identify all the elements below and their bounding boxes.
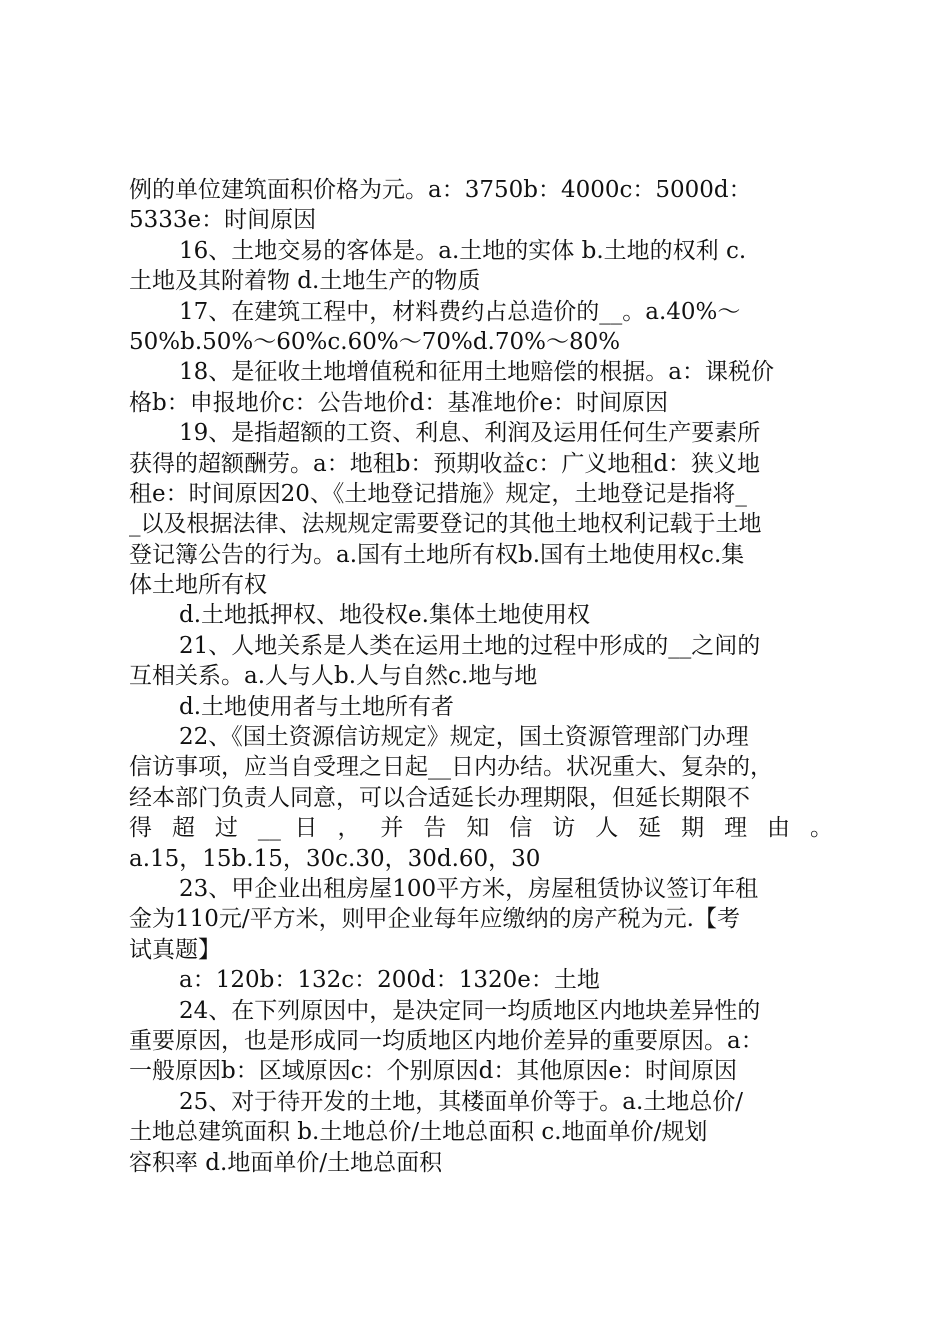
text-line: 租e：时间原因20、《土地登记措施》规定，土地登记是指将_ (129, 480, 747, 507)
question-17: 17、在建筑工程中，材料费约占总造价的__。a.40%～ (179, 298, 741, 325)
text-line: 登记簿公告的行为。a.国有土地所有权b.国有土地使用权c.集 (129, 541, 745, 568)
text-line: 经本部门负责人同意，可以合适延长办理期限，但延长期限不 (129, 784, 750, 811)
text-line: 体土地所有权 (129, 572, 267, 599)
question-21: 21、人地关系是人类在运用土地的过程中形成的__之间的 (179, 632, 761, 659)
question-18: 18、是征收土地增值税和征用土地赔偿的根据。a：课税价 (179, 359, 774, 386)
text-line: 土地及其附着物 d.土地生产的物质 (129, 268, 481, 295)
question-19: 19、是指超额的工资、利息、利润及运用任何生产要素所 (179, 420, 761, 447)
text-line: 格b：申报地价c：公告地价d：基准地价e：时间原因 (129, 389, 668, 416)
text-line: 金为110元/平方米，则甲企业每年应缴纳的房产税为元.【考 (129, 906, 740, 933)
text-line: a.15，15b.15，30c.30，30d.60，30 (129, 845, 541, 872)
text-line: 得 超 过 __ 日 ， 并 告 知 信 访 人 延 期 理 由 。 (129, 815, 833, 842)
text-line: 一般原因b：区域原因c：个别原因d：其他原因e：时间原因 (129, 1058, 737, 1085)
text-line: 获得的超额酬劳。a：地租b：预期收益c：广义地租d：狭义地 (129, 450, 761, 477)
text-line: 试真题】 (129, 936, 221, 963)
text-line: 例的单位建筑面积价格为元。a：3750b：4000c：5000d： (129, 177, 752, 203)
question-22: 22、《国土资源信访规定》规定，国土资源管理部门办理 (179, 724, 749, 751)
text-line: 重要原因，也是形成同一均质地区内地价差异的重要原因。a： (129, 1027, 764, 1054)
text-line: 50%b.50%～60%c.60%～70%d.70%～80% (129, 328, 621, 355)
text-line: _以及根据法律、法规规定需要登记的其他土地权利记载于土地 (129, 511, 762, 538)
question-16: 16、土地交易的客体是。a.土地的实体 b.土地的权利 c. (179, 237, 747, 264)
question-24: 24、在下列原因中，是决定同一均质地区内地块差异性的 (179, 997, 761, 1024)
text-line: 信访事项，应当自受理之日起__日内办结。状况重大、复杂的， (129, 754, 773, 781)
text-line: 容积率 d.地面单价/土地总面积 (129, 1149, 443, 1176)
text-line: d.土地抵押权、地役权e.集体土地使用权 (179, 602, 590, 629)
question-25: 25、对于待开发的土地，其楼面单价等于。a.土地总价/ (179, 1088, 744, 1115)
text-line: 互相关系。a.人与人b.人与自然c.地与地 (129, 663, 538, 690)
document-body (129, 175, 833, 1178)
text-line: 土地总建筑面积 b.土地总价/土地总面积 c.地面单价/规划 (129, 1119, 708, 1146)
text-line: 5333e：时间原因 (129, 207, 317, 234)
text-line: a：120b：132c：200d：1320e：土地 (179, 967, 600, 994)
question-23: 23、甲企业出租房屋100平方米，房屋租赁协议签订年租 (179, 875, 759, 902)
text-line: d.土地使用者与土地所有者 (179, 693, 455, 720)
